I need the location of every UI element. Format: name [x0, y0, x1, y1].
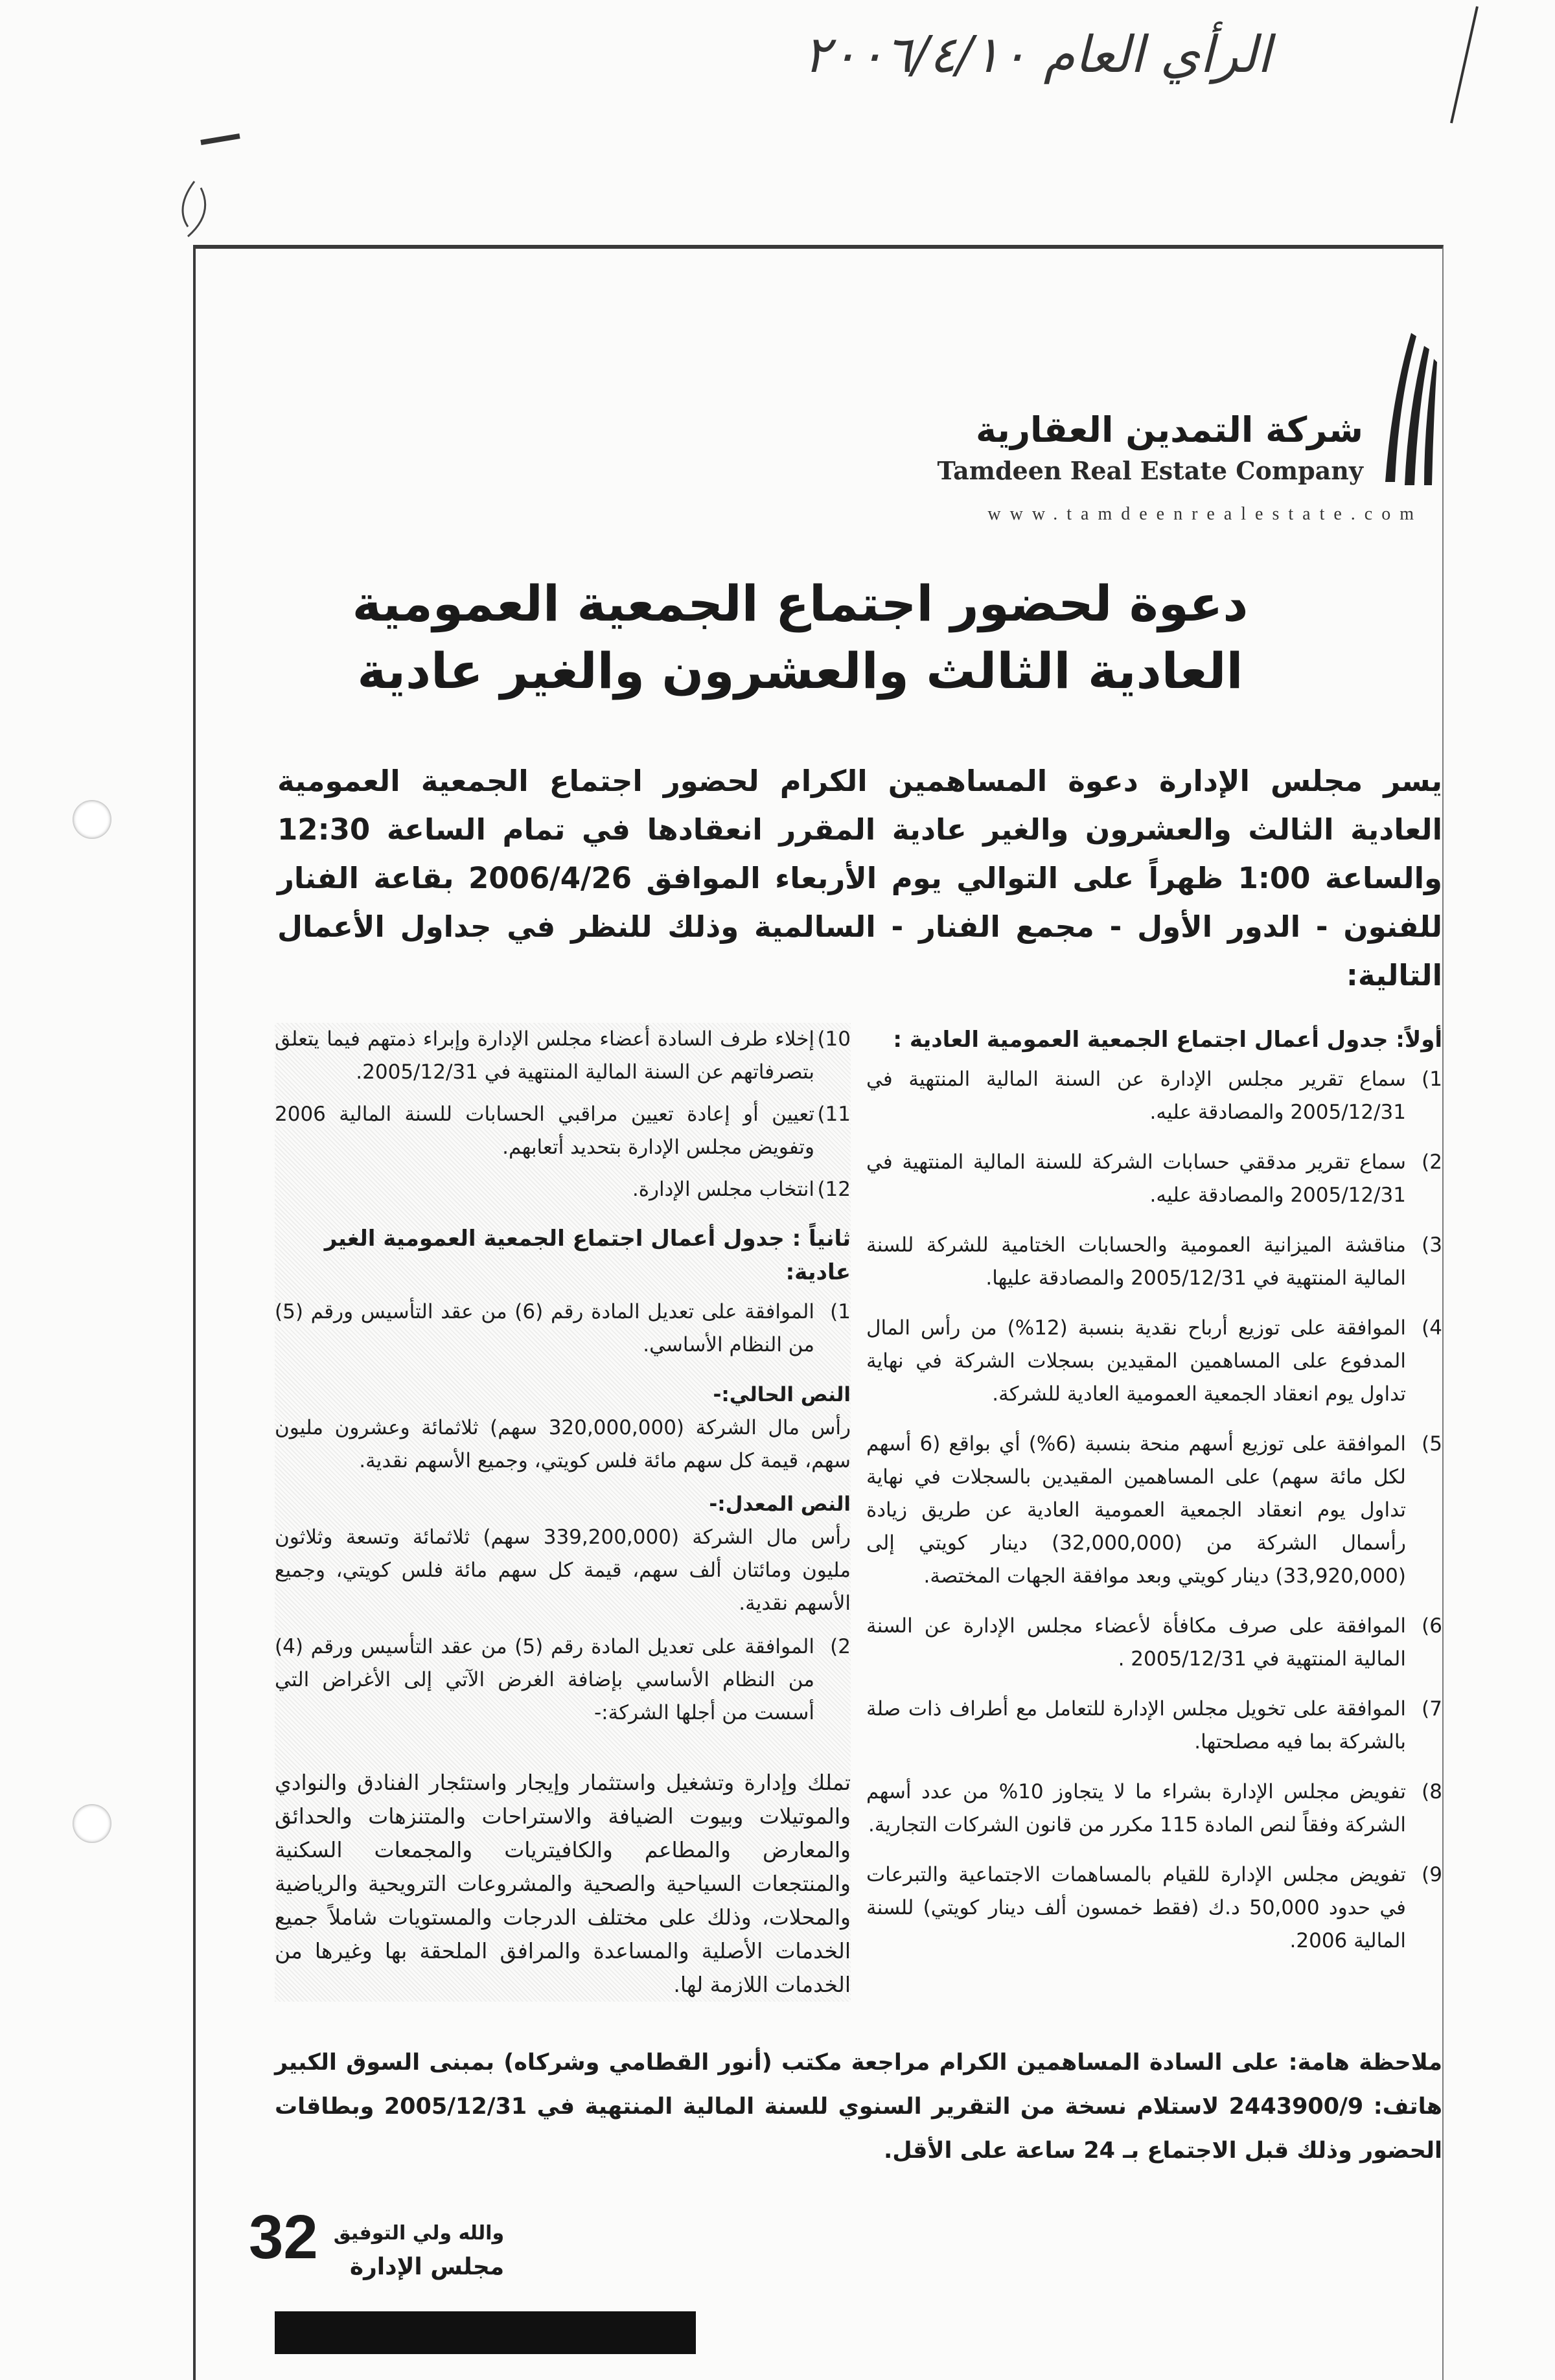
footer — [249, 2205, 1442, 2285]
agenda-item — [866, 1693, 1442, 1759]
agenda-item — [275, 1296, 851, 1362]
amended-text-label: النص المعدل:- — [709, 1493, 851, 1516]
agenda-item — [275, 1023, 851, 1089]
redaction-bar — [275, 2311, 696, 2354]
agenda-item — [275, 1631, 851, 1730]
company-name-english: Tamdeen Real Estate Company — [937, 456, 1363, 485]
amended-text: رأس مال الشركة (339,200,000 سهم) ثلاثمائة وتسعة وثلاثون مليون ومائتان ألف سهم، قيمة كل سهم مائة فلس كويتي، وجميع الأسهم نقدية. — [275, 1526, 851, 1615]
item-text: الموافقة على تعديل المادة رقم (6) من عقد التأسيس ورقم (5) من النظام الأساسي. — [275, 1300, 814, 1356]
item-number: 6) — [1422, 1614, 1442, 1638]
agenda-item — [866, 1610, 1442, 1676]
company-name — [938, 407, 1364, 488]
ordinary-agenda-heading: أولاً: جدول أعمال اجتماع الجمعية العمومية العادية : — [893, 1027, 1442, 1053]
item-text: تعيين أو إعادة تعيين مراقبي الحسابات للسنة المالية 2006 وتفويض مجلس الإدارة بتحديد أتعابهم. — [275, 1103, 814, 1159]
item-number: 3) — [1422, 1233, 1442, 1257]
item-text: الموافقة على توزيع أسهم منحة بنسبة (6%) أي بواقع (6 أسهم لكل مائة سهم) على المساهمين المقيدين بالسجلات في نهاية تداول يوم انعقاد الجمعية العمومية العادية عن طريق زيادة رأسمال الشركة من (32,000,000) دينار كويتي إلى (33,920,000) دينار كويتي وبعد موافقة الجهات المختصة. — [866, 1432, 1406, 1588]
ordinary-agenda — [866, 1023, 1442, 2002]
item-number: 2) — [1422, 1150, 1442, 1174]
item-number: 12) — [817, 1178, 851, 1201]
item-number: 8) — [1422, 1780, 1442, 1803]
notice-frame — [193, 245, 1444, 2380]
item-number: 9) — [1422, 1863, 1442, 1886]
closing-phrase: والله ولي التوفيق — [333, 2222, 505, 2245]
page-number: 32 — [249, 2203, 318, 2272]
current-text: رأس مال الشركة (320,000,000 سهم) ثلاثمائة وعشرون مليون سهم، قيمة كل سهم مائة فلس كويتي، وجميع الأسهم نقدية. — [275, 1416, 851, 1472]
signature: مجلس الإدارة — [349, 2254, 505, 2280]
item-text: سماع تقرير مجلس الإدارة عن السنة المالية المنتهية في 2005/12/31 والمصادقة عليه. — [866, 1068, 1406, 1124]
item-text: إخلاء طرف السادة أعضاء مجلس الإدارة وإبراء ذمتهم فيما يتعلق بتصرفاتهم عن السنة المالية المنتهية في 2005/12/31. — [275, 1027, 814, 1084]
item-text: سماع تقرير مدققي حسابات الشركة للسنة المالية المنتهية في 2005/12/31 والمصادقة عليه. — [866, 1150, 1406, 1207]
pen-stroke — [1412, 0, 1490, 130]
agenda-item — [275, 1098, 851, 1164]
item-number: 5) — [1422, 1432, 1442, 1456]
handwritten-mark — [175, 130, 369, 240]
item-number: 1) — [830, 1300, 851, 1323]
item-number: 7) — [1422, 1697, 1442, 1721]
left-column — [275, 1023, 851, 2002]
important-note: ملاحظة هامة: على السادة المساهمين الكرام مراجعة مكتب (أنور القطامي وشركاه) بمبنى السوق الكبير هاتف: 2443900/9 لاستلام نسخة من التقرير السنوي للسنة المالية المنتهية في 2005/12/31 وبطاقات الحضور وذلك قبل الاجتماع بـ 24 ساعة على الأقل. — [275, 2050, 1442, 2164]
agenda-columns — [275, 1023, 1442, 2002]
title-line-1: دعوة لحضور اجتماع الجمعية العمومية — [352, 575, 1249, 632]
intro-paragraph: يسر مجلس الإدارة دعوة المساهمين الكرام لحضور اجتماع الجمعية العمومية العادية الثالث والعشرون والغير عادية المقرر انعقادها في تمام الساعة 12:30 والساعة 1:00 ظهراً على التوالي يوم الأربعاء الموافق 2006/4/26 بقاعة الفنار للفنون - الدور الأول - مجمع الفنار - السالمية وذلك للنظر في جداول الأعمال التالية: — [277, 764, 1442, 992]
item-text: تفويض مجلس الإدارة بشراء ما لا يتجاوز 10% من عدد أسهم الشركة وفقاً لنص المادة 115 مكرر من قانون الشركات التجارية. — [866, 1780, 1406, 1836]
punch-hole — [73, 800, 111, 839]
handwritten-annotation: الرأي العام ٢٠٠٦/٤/١٠ — [803, 26, 1271, 84]
agenda-item — [866, 1859, 1442, 1958]
agenda-item — [866, 1146, 1442, 1212]
item-text: الموافقة على صرف مكافأة لأعضاء مجلس الإدارة عن السنة المالية المنتهية في 2005/12/31 . — [866, 1614, 1406, 1671]
item-text: تفويض مجلس الإدارة للقيام بالمساهمات الاجتماعية والتبرعات في حدود 50,000 د.ك (فقط خمسون ألف دينار كويتي) للسنة المالية 2006. — [866, 1863, 1407, 1952]
item-text: الموافقة على تخويل مجلس الإدارة للتعامل مع أطراف ذات صلة بالشركة بما فيه مصلحتها. — [866, 1697, 1406, 1754]
extraordinary-agenda-heading: ثانياً : جدول أعمال اجتماع الجمعية العمومية الغير عادية: — [324, 1226, 851, 1285]
company-logo — [275, 333, 1442, 488]
item-text: الموافقة على تعديل المادة رقم (5) من عقد التأسيس ورقم (4) من النظام الأساسي بإضافة الغرض الآتي إلى الأغراض التي أسست من أجلها الشركة:- — [275, 1635, 814, 1724]
punch-hole — [73, 1804, 111, 1843]
current-text-label: النص الحالي:- — [713, 1383, 851, 1406]
closing-block — [334, 2205, 504, 2285]
agenda-item — [866, 1776, 1442, 1842]
title — [275, 570, 1442, 705]
company-objects-text: تملك وإدارة وتشغيل واستثمار وإيجار واستئجار الفنادق والنوادي والموتيلات وبيوت الضيافة والاستراحات والمتنزهات والحدائق والمعارض والمطاعم والكافيتريات والمجمعات السكنية والمنتجعات السياحية والصحية والمشروعات الترويحية والرياضية والمحلات، وذلك على مختلف الدرجات والمستويات شاملاً جميع الخدمات الأصلية والمساعدة والمرافق الملحقة بها وغيرها من الخدمات اللازمة لها. — [275, 1770, 851, 1997]
company-website: www.tamdeenrealestate.com — [987, 504, 1423, 524]
item-number: 11) — [817, 1103, 851, 1126]
item-number: 4) — [1422, 1316, 1442, 1340]
item-text: انتخاب مجلس الإدارة. — [632, 1178, 814, 1201]
item-number: 1) — [1422, 1068, 1442, 1091]
logo-mark-icon — [1372, 333, 1437, 488]
item-text: الموافقة على توزيع أرباح نقدية بنسبة (12%) من رأس المال المدفوع على المساهمين المقيدين بسجلات الشركة في نهاية تداول يوم انعقاد الجمعية العمومية العادية للشركة. — [866, 1316, 1406, 1406]
agenda-item — [866, 1063, 1442, 1129]
agenda-item — [866, 1229, 1442, 1295]
item-text: مناقشة الميزانية العمومية والحسابات الختامية للشركة للسنة المالية المنتهية في 2005/12/31 والمصادقة عليها. — [866, 1233, 1406, 1290]
title-line-2: العادية الثالث والعشرون والغير عادية — [357, 642, 1243, 700]
item-number: 2) — [830, 1635, 851, 1658]
agenda-item — [866, 1312, 1442, 1411]
agenda-item — [275, 1173, 851, 1206]
item-number: 10) — [817, 1027, 851, 1051]
company-name-arabic: شركة التمدين العقارية — [975, 409, 1363, 450]
agenda-item — [866, 1428, 1442, 1593]
